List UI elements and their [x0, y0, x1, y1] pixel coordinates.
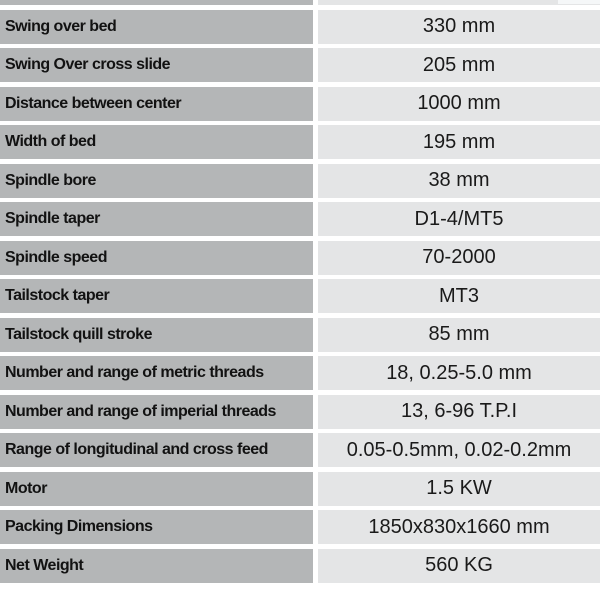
spec-value: 85 mm: [318, 318, 600, 352]
spec-name: Swing over bed: [0, 10, 313, 44]
spec-name: Tailstock taper: [0, 279, 313, 313]
table-row: [0, 87, 600, 121]
table-row: [0, 395, 600, 429]
spec-value: 38 mm: [318, 164, 600, 198]
table-row: [0, 356, 600, 390]
table-row: [0, 318, 600, 352]
spec-value: 1850x830x1660 mm: [318, 510, 600, 544]
spec-name: Range of longitudinal and cross feed: [0, 433, 313, 467]
spec-value: D1-4/MT5: [318, 202, 600, 236]
spec-value: 1000 mm: [318, 87, 600, 121]
spec-name: Motor: [0, 472, 313, 506]
spec-name: Spindle bore: [0, 164, 313, 198]
table-row: [0, 48, 600, 82]
spec-name: Spindle speed: [0, 241, 313, 275]
spec-value: 195 mm: [318, 125, 600, 159]
table-row: [0, 202, 600, 236]
spec-name: Spindle taper: [0, 202, 313, 236]
table-row: [0, 279, 600, 313]
spec-value: 70-2000: [318, 241, 600, 275]
spec-name: Number and range of metric threads: [0, 356, 313, 390]
table-row: [0, 164, 600, 198]
spec-value: 560 KG: [318, 549, 600, 583]
table-row: [0, 510, 600, 544]
spec-value: 205 mm: [318, 48, 600, 82]
spec-value: 330 mm: [318, 10, 600, 44]
spec-name: Net Weight: [0, 549, 313, 583]
partial-row-top: [0, 0, 600, 5]
spec-name: Distance between center: [0, 87, 313, 121]
spec-name: Swing Over cross slide: [0, 48, 313, 82]
top-right-highlight: [558, 0, 600, 4]
spec-name: Tailstock quill stroke: [0, 318, 313, 352]
partial-label-cell: [0, 0, 313, 5]
spec-value: MT3: [318, 279, 600, 313]
spec-name: Number and range of imperial threads: [0, 395, 313, 429]
spec-value: 18, 0.25-5.0 mm: [318, 356, 600, 390]
table-row: [0, 241, 600, 275]
spec-name: Width of bed: [0, 125, 313, 159]
table-row: [0, 472, 600, 506]
spec-value: 1.5 KW: [318, 472, 600, 506]
table-row: [0, 433, 600, 467]
spec-value: 13, 6-96 T.P.I: [318, 395, 600, 429]
spec-value: 0.05-0.5mm, 0.02-0.2mm: [318, 433, 600, 467]
spec-name: Packing Dimensions: [0, 510, 313, 544]
table-row: [0, 549, 600, 583]
table-row: [0, 125, 600, 159]
table-row: [0, 10, 600, 44]
